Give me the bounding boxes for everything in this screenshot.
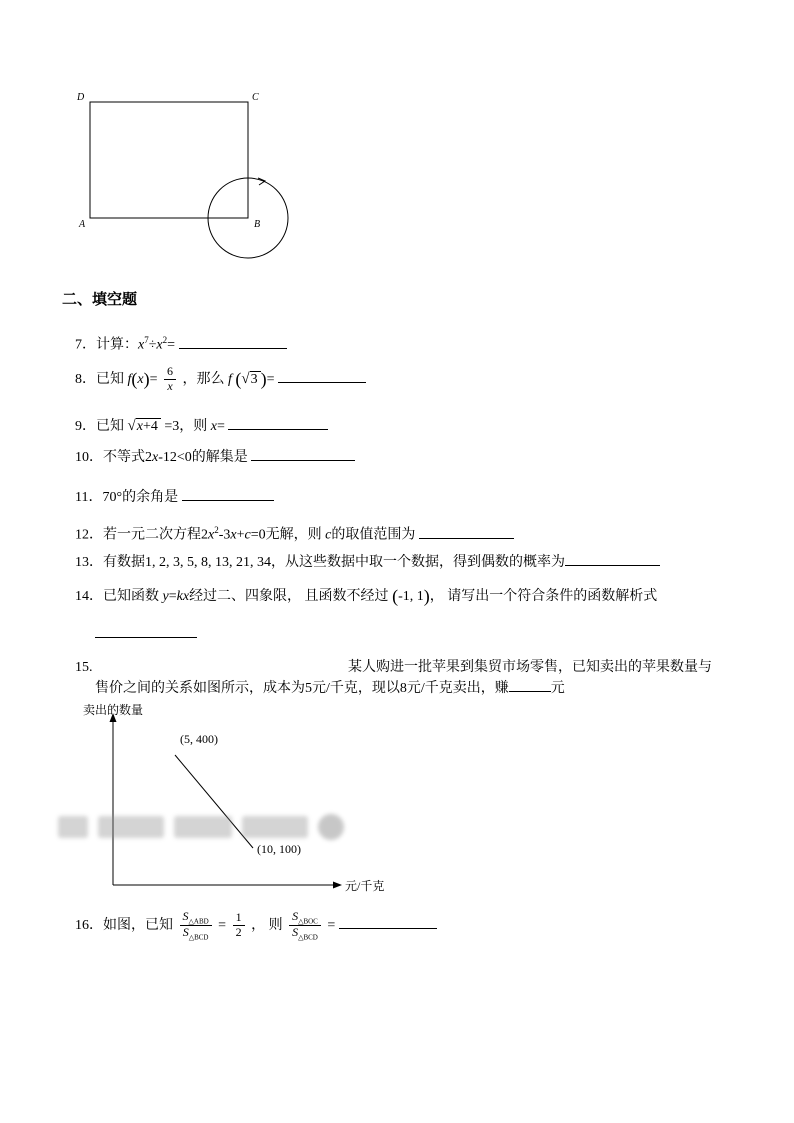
q12-t4: =0无解，则 [250,527,322,543]
q10-blank [251,459,355,461]
q14-t3: ， 请写出一个符合条件的函数解析式 [429,589,658,604]
q8-frac-den: x [167,379,173,394]
q14-number: 14． [75,589,103,604]
q12-t5: 的取值范围为 [331,527,416,543]
q14-x: x [182,589,190,604]
point-label-5-400: (5, 400) [180,732,218,746]
q12-number: 12． [75,527,103,543]
section-title: 二、填空题 [62,292,138,308]
vertex-label-c: C [252,92,259,103]
radical-sign: √ [127,418,136,434]
q14-blank [95,636,197,638]
q12-x2: x [230,527,237,543]
q8-blank [278,381,366,383]
q8-radicand: 3 [250,371,261,387]
question-14-answer-line [95,625,197,645]
q8-eq2: = [266,372,275,387]
watermark-blob [242,816,308,838]
q10-tail: -12<0的解集是 [158,450,248,465]
q12-c1: c [244,527,251,543]
question-8 [75,358,366,401]
q11-text: 70°的余角是 [102,490,179,505]
q11-number: 11． [75,490,103,505]
q8-rparen1: ) [143,369,150,389]
q12-blank [419,537,514,539]
question-15-line2 [95,679,565,699]
q16-half-den: 2 [235,925,242,940]
q16-number: 16． [75,918,103,933]
watermark [58,814,344,840]
q8-lparen1: ( [131,369,138,389]
point-label-10-100: (10, 100) [257,842,301,856]
q16-blank [339,927,437,929]
q8-rparen2: ) [260,369,267,389]
question-14 [75,586,657,607]
q16-fraction-sabd-over-sbcd [180,910,212,942]
q8-frac-num: 6 [164,365,176,380]
q12-t2: -3 [218,527,231,543]
q7-blank [179,347,287,349]
q16-s: S [292,925,299,940]
q7-equals: = [167,337,176,353]
q7-exp1: 7 [144,335,149,345]
q16-mid: ， 则 [251,918,283,933]
q9-radicand [136,418,161,434]
x-axis-arrow [333,882,342,889]
q10-lead: 不等式2 [103,450,152,465]
q15-text-line2: 售价之间的关系如图所示，成本为5元/千克，现以8元/千克卖出，赚 [95,681,509,696]
q16-eq2: = [327,918,336,933]
vertex-label-d: D [77,92,85,103]
vertex-label-a: A [79,219,86,230]
watermark-blob [174,816,232,838]
q12-c2: c [325,527,332,543]
q8-number: 8． [75,372,96,387]
question-11 [75,488,274,508]
question-15-number [75,658,93,678]
question-9 [75,413,328,440]
q16-sub-boc: △BOC [298,917,318,926]
q15-blank [509,690,551,692]
q9-mid: =3，则 [164,419,208,434]
q9-plus4: +4 [142,419,158,434]
q16-sub-bcd: △BCD [188,933,209,942]
q8-eq1: = [149,372,158,387]
q16-sub-bcd: △BCD [298,933,318,942]
q16-eq1: = [218,918,227,933]
vertex-label-b: B [254,219,261,230]
q9-number: 9． [75,419,96,434]
question-10 [75,448,355,468]
question-15-line1 [348,658,712,678]
question-7 [75,330,287,356]
q16-fraction-sboc-over-sbcd [289,910,321,942]
q9-sqrt-x-plus-4 [128,413,161,440]
q15-price-quantity-chart [75,700,385,900]
q14-lead: 已知函数 [103,589,159,604]
q16-fraction-one-half [233,911,245,940]
q7-var2: x [156,337,163,353]
radical-sign: √ [241,371,250,387]
q7-number: 7． [75,337,96,353]
question-16 [75,903,437,949]
q8-lparen2: ( [235,369,242,389]
q16-sub-abd: △ABD [188,917,209,926]
x-axis-label: 元/千克 [345,879,385,893]
figure-rectangle-with-circle [60,88,380,268]
q12-x1: x [208,527,215,543]
q14-k: k [176,589,183,604]
watermark-blob [58,816,88,838]
q15-text-line1: 某人购进一批苹果到集贸市场零售，已知卖出的苹果数量与 [348,660,712,675]
q8-fraction-6-over-x [164,365,176,394]
y-axis-label: 卖出的数量 [83,703,144,717]
q16-lead: 如图，已知 [103,918,173,933]
q12-t3: + [236,527,245,543]
q8-lead: 已知 [96,372,124,387]
q16-s: S [292,908,299,923]
watermark-logo [318,814,344,840]
q8-x: x [137,372,144,387]
q14-rparen: ) [423,586,430,606]
q16-s: S [182,908,189,923]
q7-lead: 计算： [96,337,138,353]
q14-point: -1, 1 [398,589,424,604]
q9-equals: = [216,419,225,434]
watermark-blob [98,816,164,838]
q14-lparen: ( [392,586,399,606]
question-12 [75,520,514,546]
q9-x2: x [210,419,217,434]
q14-y: y [162,589,169,604]
q14-t2: 经过二、四象限， 且函数不经过 [189,589,389,604]
q13-text: 有数据1, 2, 3, 5, 8, 13, 21, 34，从这些数据中取一个数据，得到偶数的概率为 [103,555,565,570]
q7-var1: x [138,337,145,353]
q9-x: x [136,419,143,434]
q15-number: 15. [75,660,93,675]
q15-unit: 元 [550,681,565,696]
q7-exp2: 2 [162,335,168,345]
q12-exp: 2 [214,525,219,535]
q9-lead: 已知 [96,419,124,434]
q13-number: 13． [75,555,103,570]
q8-mid: ，那么 [182,372,225,387]
q16-half-num: 1 [233,911,245,926]
q7-op: ÷ [148,337,157,353]
question-13 [75,553,660,573]
q8-f2: f [228,372,232,387]
q10-number: 10． [75,450,103,465]
q8-f: f [127,372,132,387]
q11-blank [182,499,274,501]
q8-sqrt3 [241,358,260,401]
q10-x: x [152,450,159,465]
q12-lead: 若一元二次方程2 [103,527,208,543]
q9-blank [228,428,328,430]
q16-s: S [182,925,189,940]
rectangle-abcd [90,102,248,218]
q14-eq: = [168,589,177,604]
q13-blank [565,564,660,566]
